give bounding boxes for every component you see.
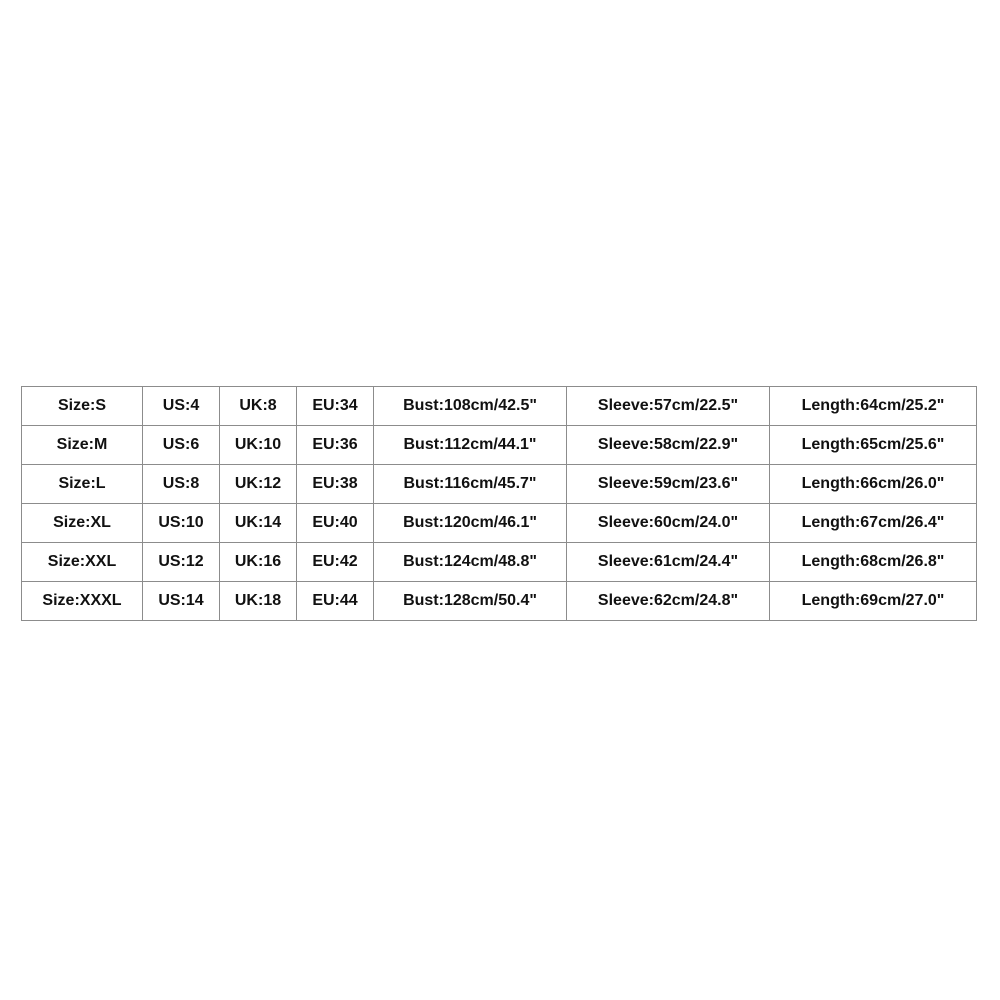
uk-size-cell: UK:12: [220, 465, 297, 504]
table-row: [22, 426, 977, 465]
sleeve-cell: Sleeve:62cm/24.8": [567, 582, 770, 621]
eu-size-cell: EU:42: [297, 543, 374, 582]
uk-size-cell: UK:8: [220, 387, 297, 426]
us-size-cell: US:12: [143, 543, 220, 582]
size-cell: Size:XXL: [22, 543, 143, 582]
uk-size-cell: UK:14: [220, 504, 297, 543]
length-cell: Length:67cm/26.4": [770, 504, 977, 543]
table-row: [22, 465, 977, 504]
eu-size-cell: EU:40: [297, 504, 374, 543]
uk-size-cell: UK:10: [220, 426, 297, 465]
sleeve-cell: Sleeve:59cm/23.6": [567, 465, 770, 504]
table-row: [22, 582, 977, 621]
eu-size-cell: EU:38: [297, 465, 374, 504]
length-cell: Length:69cm/27.0": [770, 582, 977, 621]
size-cell: Size:L: [22, 465, 143, 504]
uk-size-cell: UK:16: [220, 543, 297, 582]
us-size-cell: US:6: [143, 426, 220, 465]
size-chart-table: [21, 386, 977, 621]
eu-size-cell: EU:44: [297, 582, 374, 621]
size-cell: Size:S: [22, 387, 143, 426]
table-row: [22, 504, 977, 543]
size-cell: Size:XXXL: [22, 582, 143, 621]
uk-size-cell: UK:18: [220, 582, 297, 621]
bust-cell: Bust:124cm/48.8": [374, 543, 567, 582]
size-cell: Size:M: [22, 426, 143, 465]
table-row: [22, 387, 977, 426]
length-cell: Length:66cm/26.0": [770, 465, 977, 504]
us-size-cell: US:14: [143, 582, 220, 621]
eu-size-cell: EU:34: [297, 387, 374, 426]
sleeve-cell: Sleeve:57cm/22.5": [567, 387, 770, 426]
bust-cell: Bust:112cm/44.1": [374, 426, 567, 465]
bust-cell: Bust:116cm/45.7": [374, 465, 567, 504]
us-size-cell: US:4: [143, 387, 220, 426]
bust-cell: Bust:120cm/46.1": [374, 504, 567, 543]
length-cell: Length:65cm/25.6": [770, 426, 977, 465]
sleeve-cell: Sleeve:60cm/24.0": [567, 504, 770, 543]
bust-cell: Bust:108cm/42.5": [374, 387, 567, 426]
table-row: [22, 543, 977, 582]
us-size-cell: US:10: [143, 504, 220, 543]
us-size-cell: US:8: [143, 465, 220, 504]
bust-cell: Bust:128cm/50.4": [374, 582, 567, 621]
sleeve-cell: Sleeve:61cm/24.4": [567, 543, 770, 582]
length-cell: Length:64cm/25.2": [770, 387, 977, 426]
sleeve-cell: Sleeve:58cm/22.9": [567, 426, 770, 465]
length-cell: Length:68cm/26.8": [770, 543, 977, 582]
size-cell: Size:XL: [22, 504, 143, 543]
eu-size-cell: EU:36: [297, 426, 374, 465]
